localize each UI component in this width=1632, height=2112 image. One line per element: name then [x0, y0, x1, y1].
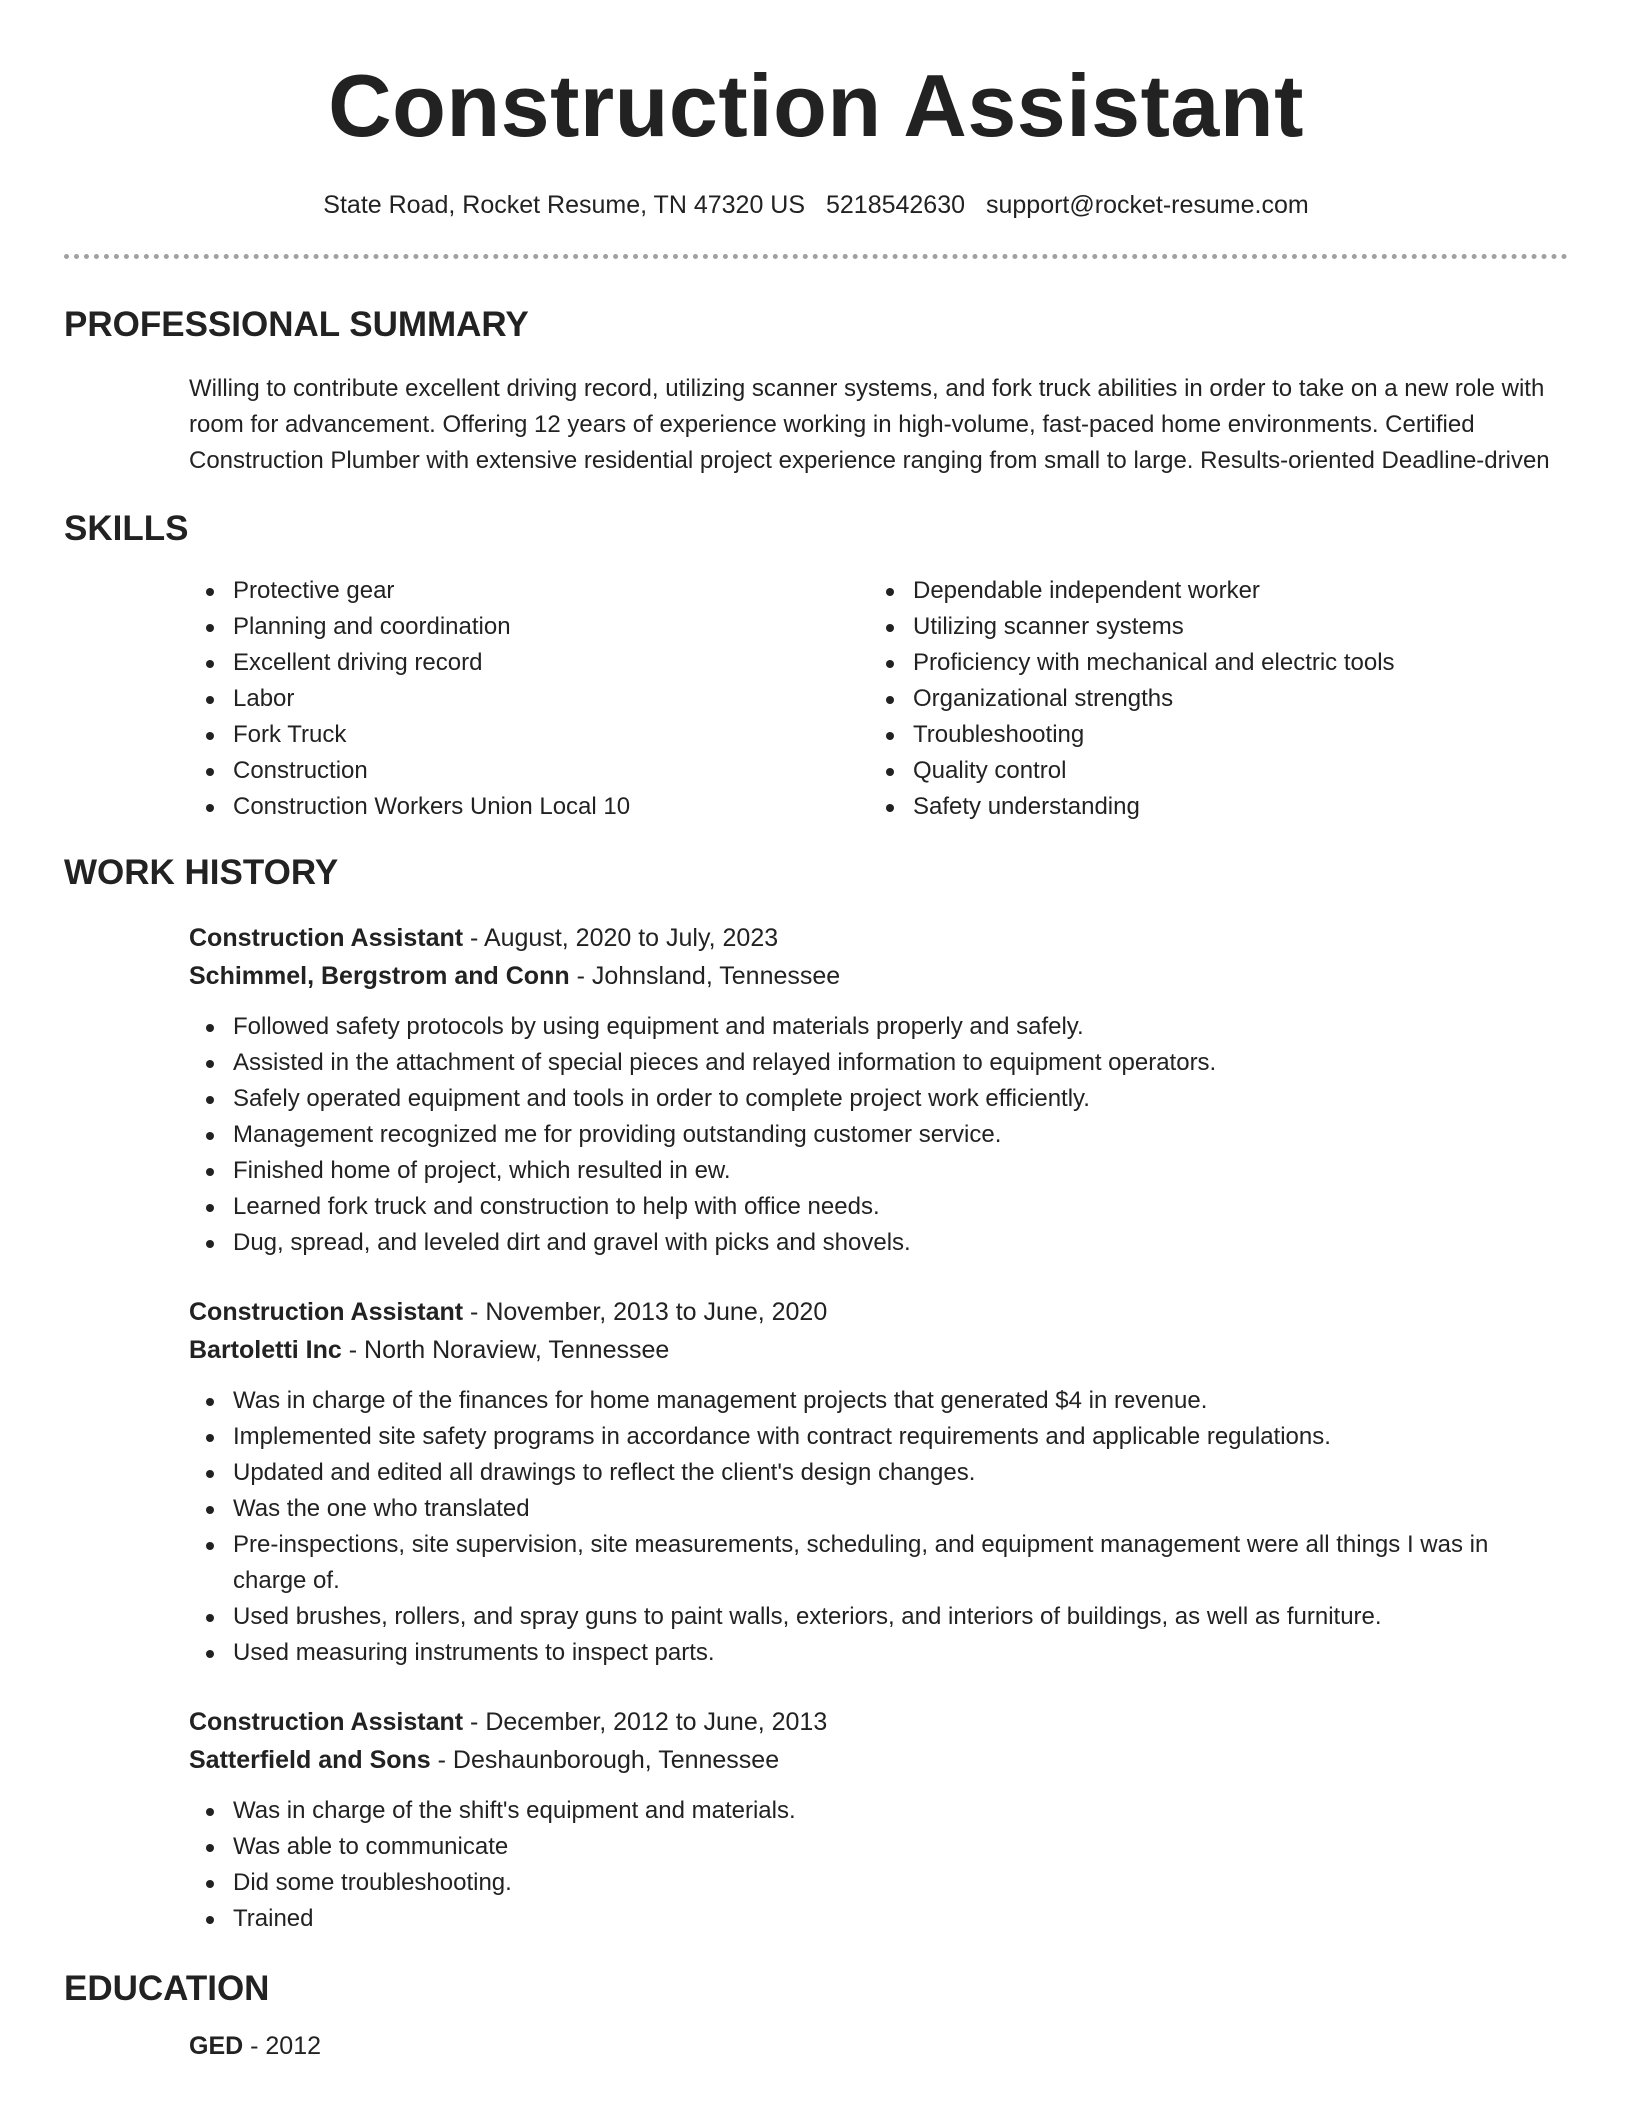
candidate-name: Construction Assistant — [328, 56, 1304, 155]
job-role: Construction Assistant — [189, 1708, 464, 1736]
job-bullet: Was in charge of the shift's equipment and materials. — [189, 1793, 1562, 1829]
email: support@rocket-resume.com — [985, 191, 1309, 219]
job-entry — [189, 1703, 1562, 1937]
job-bullet: Updated and edited all drawings to reflect the client's design changes. — [189, 1455, 1562, 1491]
education-heading: EDUCATION — [64, 1969, 270, 2008]
education-entry — [189, 2027, 1632, 2065]
job-company-line — [189, 957, 1562, 995]
skill-item: Protective gear — [189, 573, 869, 609]
work-history-list — [0, 919, 1632, 1937]
job-title-line — [189, 919, 1562, 957]
job-company: Bartoletti Inc — [189, 1336, 342, 1364]
job-location: - Johnsland, Tennessee — [569, 962, 841, 990]
job-bullets — [189, 1009, 1562, 1261]
job-company-line — [189, 1741, 1562, 1779]
job-bullet: Finished home of project, which resulted in ew. — [189, 1153, 1562, 1189]
skill-item: Utilizing scanner systems — [869, 609, 1549, 645]
job-bullet: Safely operated equipment and tools in order to complete project work efficiently. — [189, 1081, 1562, 1117]
skill-item: Construction Workers Union Local 10 — [189, 789, 869, 825]
job-bullets — [189, 1383, 1562, 1671]
skills-left-column — [189, 573, 869, 825]
job-bullet: Was able to communicate — [189, 1829, 1562, 1865]
skill-item: Excellent driving record — [189, 645, 869, 681]
education-year: - 2012 — [243, 2032, 322, 2060]
job-company-line — [189, 1331, 1562, 1369]
job-dates: - November, 2013 to June, 2020 — [463, 1298, 828, 1326]
skills-heading: SKILLS — [64, 509, 189, 548]
skill-item: Construction — [189, 753, 869, 789]
job-role: Construction Assistant — [189, 924, 464, 952]
skills-list — [189, 573, 1569, 825]
phone: 5218542630 — [825, 191, 966, 219]
job-title-line — [189, 1703, 1562, 1741]
skill-item: Safety understanding — [869, 789, 1549, 825]
degree: GED — [189, 2032, 244, 2060]
contact-line — [0, 188, 1632, 222]
job-location: - Deshaunborough, Tennessee — [430, 1746, 780, 1774]
job-bullet: Used measuring instruments to inspect parts. — [189, 1635, 1562, 1671]
work-history-heading: WORK HISTORY — [64, 853, 339, 892]
job-role: Construction Assistant — [189, 1298, 464, 1326]
job-company: Schimmel, Bergstrom and Conn — [189, 962, 570, 990]
job-bullet: Management recognized me for providing outstanding customer service. — [189, 1117, 1562, 1153]
job-bullet: Learned fork truck and construction to help with office needs. — [189, 1189, 1562, 1225]
skill-item: Organizational strengths — [869, 681, 1549, 717]
summary-heading: PROFESSIONAL SUMMARY — [64, 305, 529, 344]
skill-item: Dependable independent worker — [869, 573, 1549, 609]
header-divider — [64, 254, 1568, 259]
address: State Road, Rocket Resume, TN 47320 US — [323, 191, 806, 219]
job-bullet: Followed safety protocols by using equipment and materials properly and safely. — [189, 1009, 1562, 1045]
skills-right-column — [869, 573, 1549, 825]
job-dates: - December, 2012 to June, 2013 — [463, 1708, 828, 1736]
summary-text: Willing to contribute excellent driving record, utilizing scanner systems, and fork truck abilities in order to take on a new role with room for advancement. Offering 12 years of experience working in high-volume, fast-paced home environments. Certified Construction Plumber with extensive residential project experience ranging from small to large. Results-oriented Deadline-driven — [189, 375, 1550, 474]
skill-item: Fork Truck — [189, 717, 869, 753]
skill-item: Troubleshooting — [869, 717, 1549, 753]
job-title-line — [189, 1293, 1562, 1331]
job-bullet: Was the one who translated — [189, 1491, 1562, 1527]
job-location: - North Noraview, Tennessee — [341, 1336, 670, 1364]
skill-item: Planning and coordination — [189, 609, 869, 645]
job-bullet: Pre-inspections, site supervision, site measurements, scheduling, and equipment management were all things I was in charge of. — [189, 1527, 1562, 1599]
job-bullet: Dug, spread, and leveled dirt and gravel with picks and shovels. — [189, 1225, 1562, 1261]
job-dates: - August, 2020 to July, 2023 — [463, 924, 779, 952]
job-bullet: Implemented site safety programs in accordance with contract requirements and applicable regulations. — [189, 1419, 1562, 1455]
job-bullet: Was in charge of the finances for home management projects that generated $4 in revenue. — [189, 1383, 1562, 1419]
skill-item: Proficiency with mechanical and electric tools — [869, 645, 1549, 681]
skill-item: Labor — [189, 681, 869, 717]
skill-item: Quality control — [869, 753, 1549, 789]
job-bullets — [189, 1793, 1562, 1937]
job-bullet: Trained — [189, 1901, 1562, 1937]
job-entry — [189, 919, 1562, 1261]
job-company: Satterfield and Sons — [189, 1746, 431, 1774]
job-bullet: Did some troubleshooting. — [189, 1865, 1562, 1901]
job-bullet: Assisted in the attachment of special pieces and relayed information to equipment operators. — [189, 1045, 1562, 1081]
job-bullet: Used brushes, rollers, and spray guns to paint walls, exteriors, and interiors of buildings, as well as furniture. — [189, 1599, 1562, 1635]
job-entry — [189, 1293, 1562, 1671]
